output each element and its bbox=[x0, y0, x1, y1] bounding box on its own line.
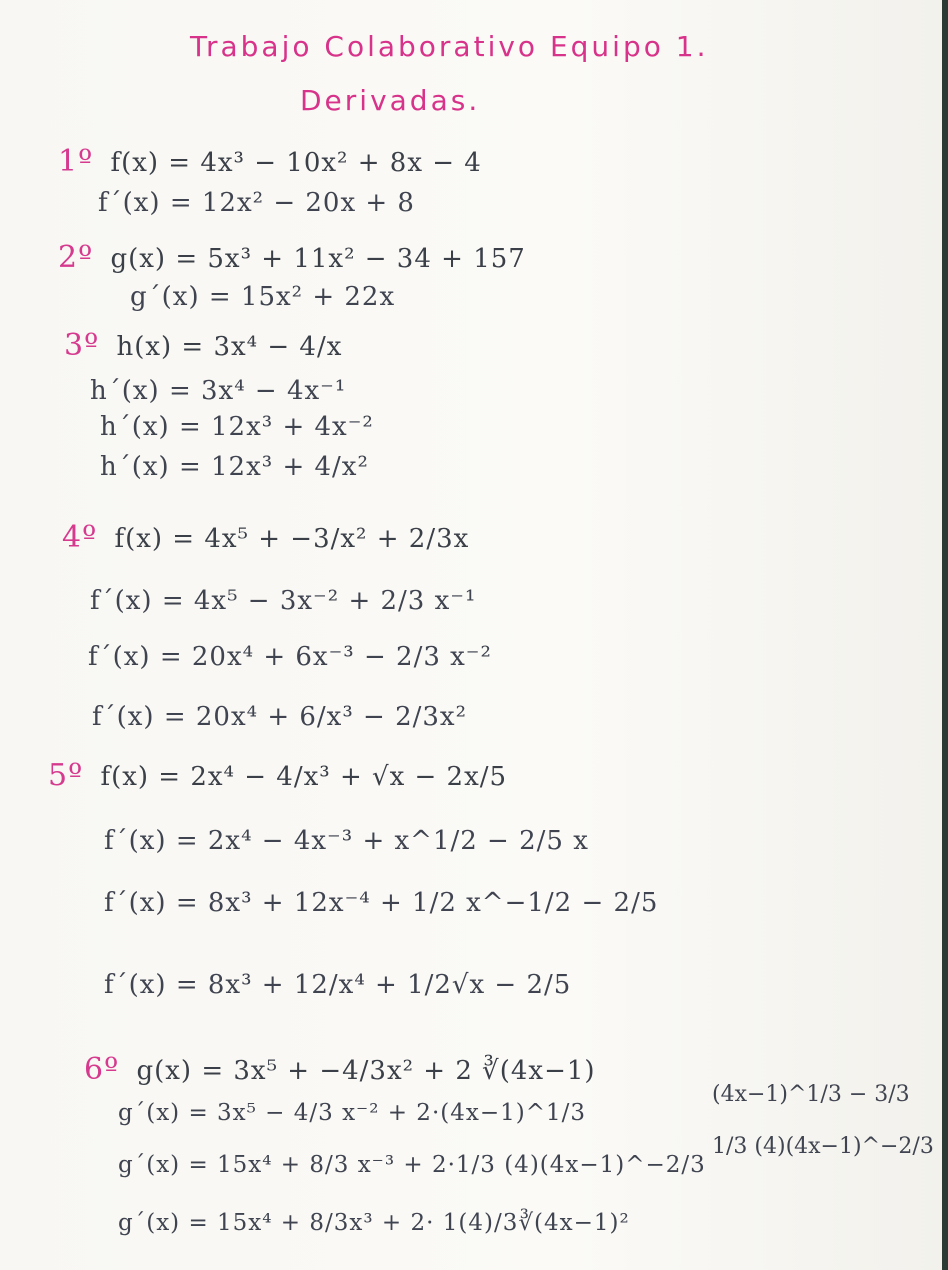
problem-5-step-2: f´(x) = 8x³ + 12x⁻⁴ + 1/2 x^−1/2 − 2/5 bbox=[104, 888, 659, 918]
problem-3-function: h(x) = 3x⁴ − 4/x bbox=[116, 332, 343, 362]
problem-4-step-1: f´(x) = 4x⁵ − 3x⁻² + 2/3 x⁻¹ bbox=[90, 586, 477, 616]
problem-1-number: 1º bbox=[58, 144, 94, 179]
problem-3-step-1: h´(x) = 3x⁴ − 4x⁻¹ bbox=[90, 376, 347, 406]
problem-4-step-2: f´(x) = 20x⁴ + 6x⁻³ − 2/3 x⁻² bbox=[88, 642, 492, 672]
problem-2-expr bbox=[58, 240, 526, 275]
problem-4-step-3: f´(x) = 20x⁴ + 6/x³ − 2/3x² bbox=[92, 702, 468, 732]
problem-6-step-3: g´(x) = 15x⁴ + 8/3x³ + 2· 1(4)/3∛(4x−1)² bbox=[118, 1210, 630, 1236]
problem-3-number: 3º bbox=[64, 328, 100, 363]
problem-6-step-1: g´(x) = 3x⁵ − 4/3 x⁻² + 2·(4x−1)^1/3 bbox=[118, 1100, 586, 1126]
problem-4-expr bbox=[62, 520, 469, 555]
problem-5-expr bbox=[48, 758, 507, 793]
problem-6-function: g(x) = 3x⁵ + −4/3x² + 2 ∛(4x−1) bbox=[136, 1056, 596, 1086]
problem-6-number: 6º bbox=[84, 1052, 120, 1087]
problem-2-number: 2º bbox=[58, 240, 94, 275]
problem-1-expr bbox=[58, 144, 482, 179]
side-note-2: 1/3 (4)(4x−1)^−2/3 bbox=[712, 1134, 934, 1159]
problem-2-function: g(x) = 5x³ + 11x² − 34 + 157 bbox=[110, 244, 526, 274]
problem-6-step-2: g´(x) = 15x⁴ + 8/3 x⁻³ + 2·1/3 (4)(4x−1)^−2/3 bbox=[118, 1152, 706, 1178]
problem-3-expr bbox=[64, 328, 342, 363]
problem-2-step-1: g´(x) = 15x² + 22x bbox=[130, 282, 396, 312]
problem-6-expr bbox=[84, 1052, 596, 1087]
problem-5-function: f(x) = 2x⁴ − 4/x³ + √x − 2x/5 bbox=[100, 762, 508, 792]
side-note-1: (4x−1)^1/3 − 3/3 bbox=[712, 1082, 910, 1107]
page-subtitle: Derivadas. bbox=[300, 84, 481, 117]
page-title: Trabajo Colaborativo Equipo 1. bbox=[190, 30, 709, 63]
problem-5-number: 5º bbox=[48, 758, 84, 793]
problem-4-function: f(x) = 4x⁵ + −3/x² + 2/3x bbox=[114, 524, 470, 554]
problem-1-function: f(x) = 4x³ − 10x² + 8x − 4 bbox=[110, 148, 482, 178]
problem-3-step-3: h´(x) = 12x³ + 4/x² bbox=[100, 452, 369, 482]
problem-1-step-1: f´(x) = 12x² − 20x + 8 bbox=[98, 188, 415, 218]
problem-4-number: 4º bbox=[62, 520, 98, 555]
problem-5-step-3: f´(x) = 8x³ + 12/x⁴ + 1/2√x − 2/5 bbox=[104, 970, 572, 1000]
problem-5-step-1: f´(x) = 2x⁴ − 4x⁻³ + x^1/2 − 2/5 x bbox=[104, 826, 589, 856]
page-edge bbox=[942, 0, 948, 1270]
problem-3-step-2: h´(x) = 12x³ + 4x⁻² bbox=[100, 412, 374, 442]
